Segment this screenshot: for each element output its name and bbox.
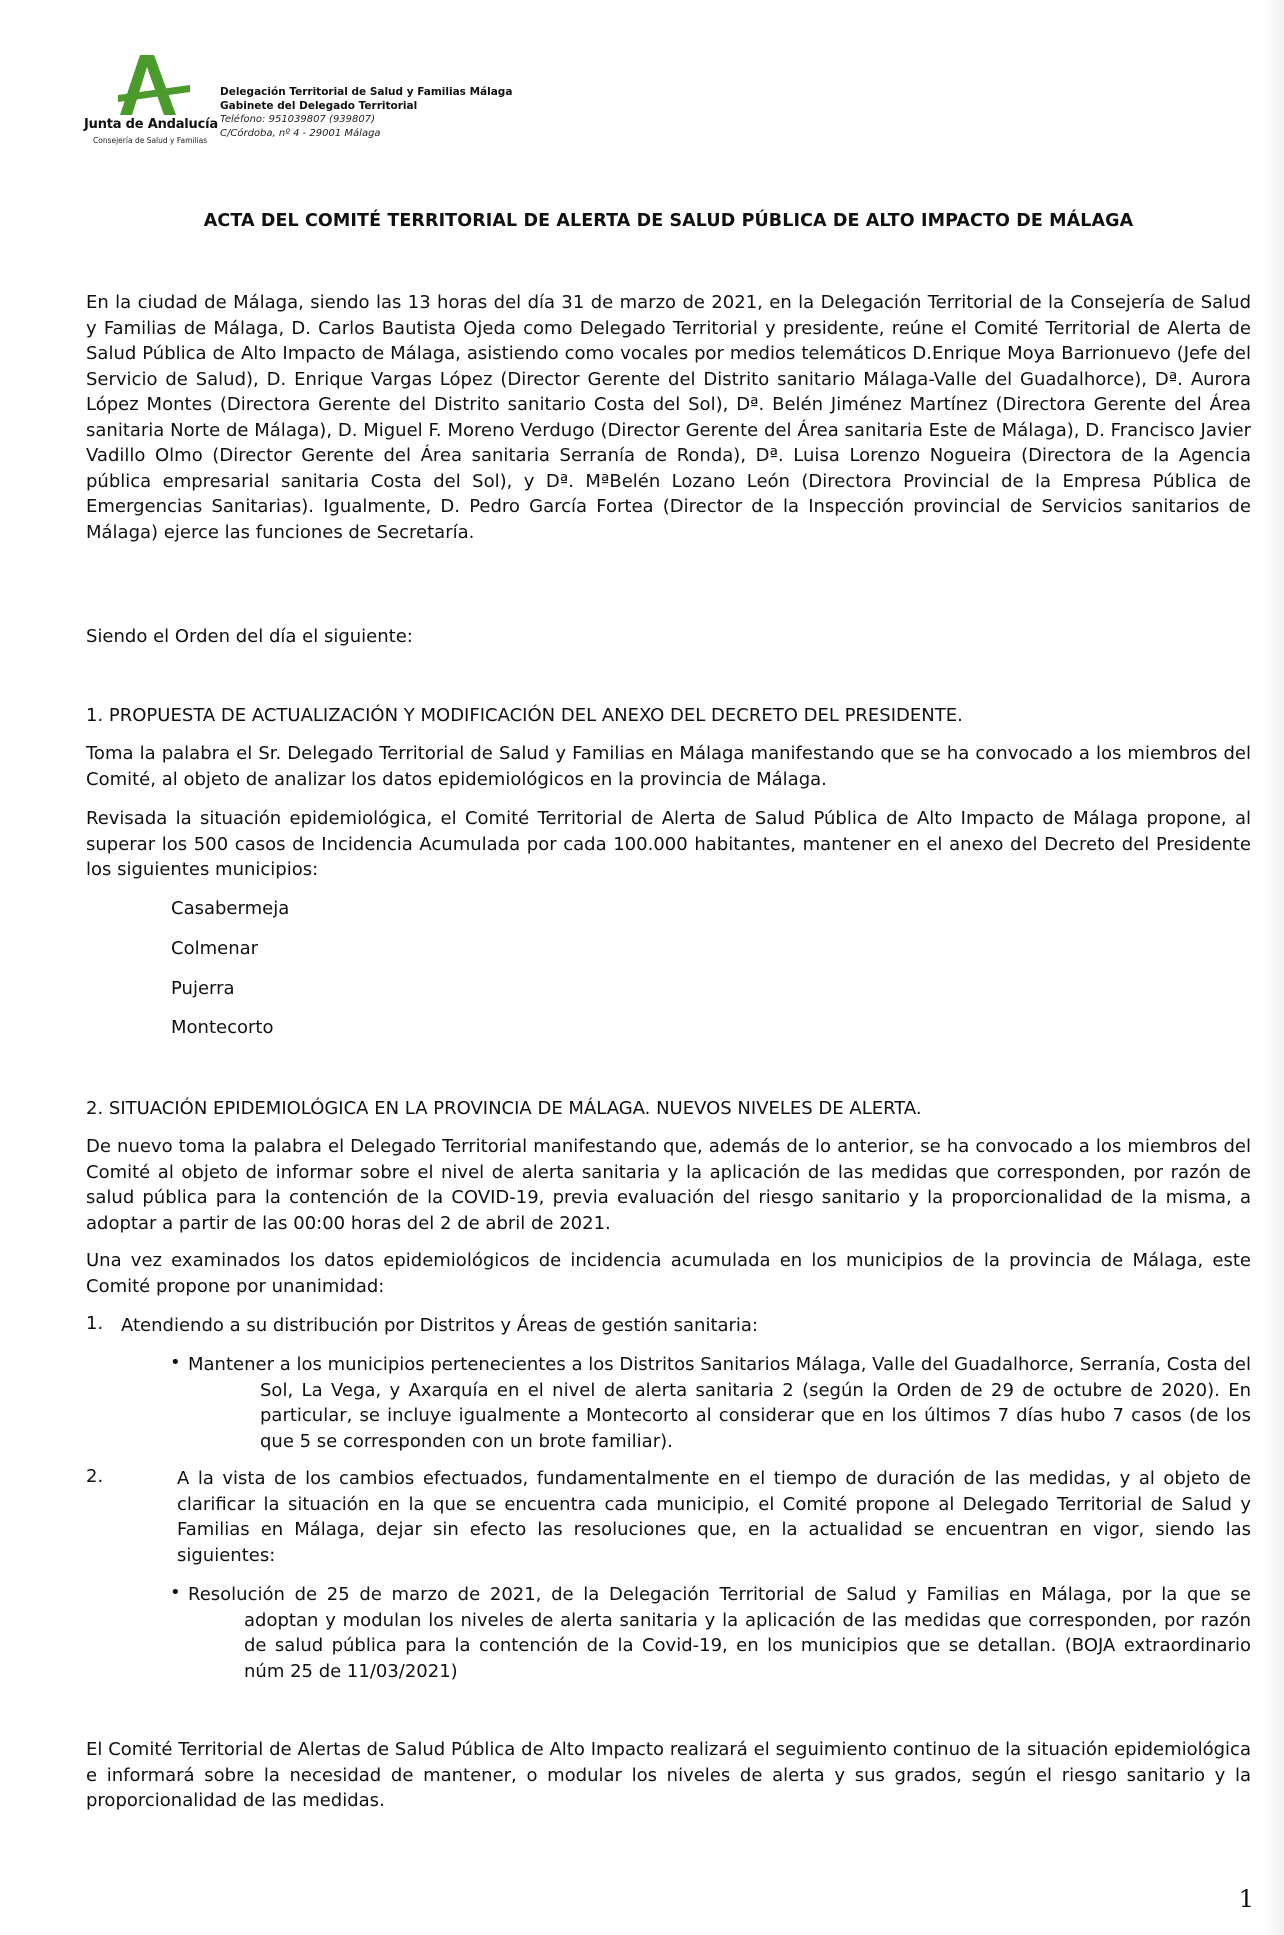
intro-paragraph: En la ciudad de Málaga, siendo las 13 horas del día 31 de marzo de 2021, en la Delegación Territorial de la Consejería de Salud y Familias de Málaga, D. Carlos Bautista Ojeda como Delegado Territorial y presidente, reúne el Comité Territorial de Alerta de Salud Pública de Alto Impacto de Málaga, asistiendo como vocales por medios telemáticos D.Enrique Moya Barrionuevo (Jefe del Servicio de Salud), D. Enrique Vargas López (Director Gerente del Distrito sanitario Málaga-Valle del Guadalhorce), Dª. Aurora López Montes (Directora Gerente del Distrito sanitario Costa del Sol), Dª. Belén Jiménez Martínez (Directora Gerente del Área sanitaria Norte de Málaga), D. Miguel F. Moreno Verdugo (Director Gerente del Área sanitaria Este de Málaga), D. Francisco Javier Vadillo Olmo (Director Gerente del Área sanitaria Serranía de Ronda), Dª. Luisa Lorenzo Nogueira (Directora de la Agencia pública empresarial sanitaria Costa del Sol), y Dª. MªBelén Lozano León (Directora Provincial de la Empresa Pública de Emergencias Sanitarias). Igualmente, D. Pedro García Fortea (Director de la Inspección provincial de Servicios sanitarios de Málaga) ejerce las funciones de Secretaría.: [86, 292, 1251, 543]
closing-paragraph: El Comité Territorial de Alertas de Salud Pública de Alto Impacto realizará el seguimiento continuo de la situación epidemiológica e informará sobre la necesidad de mantener, o modular los niveles de alerta y sus grados, según el riesgo sanitario y la proporcionalidad de las medidas.: [86, 1739, 1251, 1811]
section1-paragraph-2: Revisada la situación epidemiológica, el Comité Territorial de Alerta de Salud Pública de Alto Impacto de Málaga propone, al superar los 500 casos de Incidencia Acumulada por cada 100.000 habitantes, mantener en el anexo del Decreto del Presidente los siguientes municipios:: [86, 808, 1251, 880]
header-line-1: Delegación Territorial de Salud y Familias Málaga: [220, 86, 513, 98]
section1-heading: 1. PROPUESTA DE ACTUALIZACIÓN Y MODIFICACIÓN DEL ANEXO DEL DECRETO DEL PRESIDENTE.: [86, 705, 963, 726]
bullet-item-1: [170, 1352, 1251, 1454]
section1-paragraph-1: Toma la palabra el Sr. Delegado Territorial de Salud y Familias en Málaga manifestando que se ha convocado a los miembros del Comité, al objeto de analizar los datos epidemiológicos en la provincia de Málaga.: [86, 743, 1251, 790]
bullet-text: Mantener a los municipios pertenecientes a los Distritos Sanitarios Málaga, Valle del Guadalhorce, Serranía, Costa del Sol, La Vega, y Axarquía en el nivel de alerta sanitaria 2 (según la Orden de 29 de octubre de 2020). En particular, se incluye igualmente a Montecorto al considerar que en los últimos 7 días hubo 7 casos (de los que 5 se corresponden con un brote familiar).: [188, 1354, 1251, 1452]
section2-paragraph-2: Una vez examinados los datos epidemiológicos de incidencia acumulada en los municipios de la provincia de Málaga, este Comité propone por unanimidad:: [86, 1250, 1251, 1297]
orden-del-dia: Siendo el Orden del día el siguiente:: [86, 626, 413, 647]
municipio-item: Montecorto: [171, 1017, 274, 1038]
header-address: C/Córdoba, nº 4 - 29001 Málaga: [220, 128, 381, 139]
bullet-icon: •: [170, 1352, 181, 1373]
section2-heading: 2. SITUACIÓN EPIDEMIOLÓGICA EN LA PROVINCIA DE MÁLAGA. NUEVOS NIVELES DE ALERTA.: [86, 1098, 922, 1119]
letterhead-text: [220, 85, 512, 141]
junta-andalucia-logo-icon: [118, 55, 190, 115]
municipio-item: Casabermeja: [171, 898, 290, 919]
numbered-item-1: [86, 1313, 1251, 1339]
page-edge-shadow: [1264, 0, 1284, 1935]
item-number: 1.: [86, 1313, 104, 1334]
municipio-item: Pujerra: [171, 978, 235, 999]
bullet-text: Resolución de 25 de marzo de 2021, de la Delegación Territorial de Salud y Familias en Málaga, por la que se adoptan y modulan los niveles de alerta sanitaria y la aplicación de las medidas que corresponden, por razón de salud pública para la contención de la Covid-19, en los municipios que se detallan. (BOJA extraordinario núm 25 de 11/03/2021): [188, 1584, 1251, 1682]
header-phone: Teléfono: 951039807 (939807): [220, 114, 376, 125]
org-sub: Consejería de Salud y Familias: [93, 136, 208, 145]
bullet-icon: •: [170, 1582, 181, 1603]
item-text: Atendiendo a su distribución por Distritos y Áreas de gestión sanitaria:: [121, 1315, 759, 1336]
bullet-item-2: [170, 1582, 1251, 1684]
section2-paragraph-1: De nuevo toma la palabra el Delegado Territorial manifestando que, además de lo anterior, se ha convocado a los miembros del Comité al objeto de informar sobre el nivel de alerta sanitaria y la aplicación de las medidas que corresponden, por razón de salud pública para la contención de la COVID-19, previa evaluación del riesgo sanitario y la proporcionalidad de la misma, a adoptar a partir de las 00:00 horas del 2 de abril de 2021.: [86, 1136, 1251, 1234]
municipio-item: Colmenar: [171, 938, 259, 959]
letterhead: [84, 55, 604, 155]
item-number: 2.: [86, 1466, 104, 1487]
org-name: Junta de Andalucía: [84, 117, 218, 132]
page-number: 1: [1238, 1885, 1254, 1913]
document-title: ACTA DEL COMITÉ TERRITORIAL DE ALERTA DE SALUD PÚBLICA DE ALTO IMPACTO DE MÁLAGA: [203, 211, 1134, 231]
item-text: A la vista de los cambios efectuados, fundamentalmente en el tiempo de duración de las medidas, y al objeto de clarificar la situación en la que se encuentra cada municipio, el Comité propone al Delegado Territorial de Salud y Familias en Málaga, dejar sin efecto las resoluciones que, en la actualidad se encuentran en vigor, siendo las siguientes:: [177, 1468, 1251, 1566]
numbered-item-2: [86, 1466, 1251, 1568]
header-line-2: Gabinete del Delegado Territorial: [220, 100, 418, 112]
